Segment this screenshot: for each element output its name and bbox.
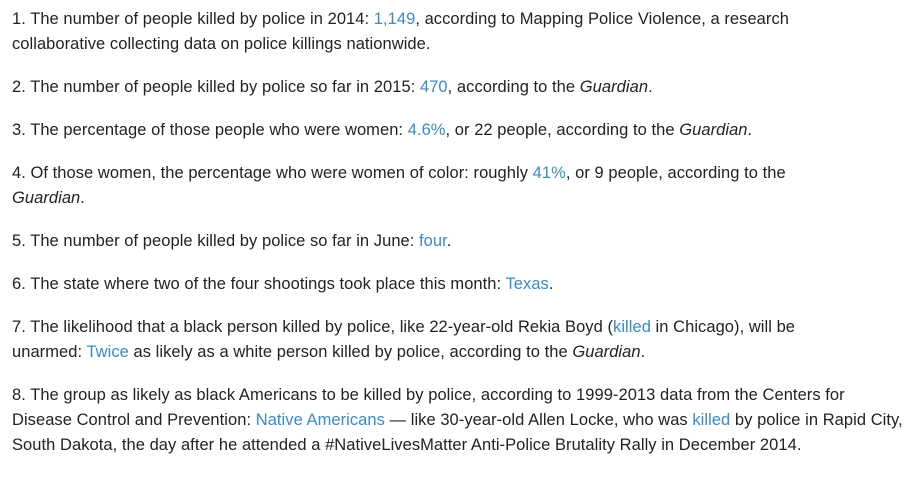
item-1-text-b: , according to Mapping Police Violence, a research collaborative collecting data on police killings nationwide. xyxy=(12,10,789,53)
list-item-2 xyxy=(12,75,901,100)
item-3-source: Guardian xyxy=(679,121,748,139)
link-41-percent[interactable]: 41% xyxy=(532,164,566,182)
link-four[interactable]: four xyxy=(419,232,447,250)
item-4-text-b: , or 9 people, according to the xyxy=(565,164,786,182)
link-twice[interactable]: Twice xyxy=(86,343,129,361)
item-4-text-a: 4. Of those women, the percentage who were women of color: roughly xyxy=(12,164,533,182)
link-1149[interactable]: 1,149 xyxy=(373,10,416,28)
item-6-text-b: . xyxy=(548,275,554,293)
item-7-text-a: 7. The likelihood that a black person killed by police, like 22-year-old Rekia Boyd ( xyxy=(12,318,614,336)
link-4-6-percent[interactable]: 4.6% xyxy=(407,121,446,139)
list-item-7 xyxy=(12,315,862,365)
list-item-8 xyxy=(12,383,905,458)
item-7-text-c: as likely as a white person killed by police, according to the xyxy=(128,343,573,361)
link-killed-chicago[interactable]: killed xyxy=(613,318,651,336)
item-5-text-a: 5. The number of people killed by police so far in June: xyxy=(12,232,420,250)
link-470[interactable]: 470 xyxy=(419,78,448,96)
item-2-source: Guardian xyxy=(579,78,649,96)
item-8-text-c: by police in Rapid City, South Dakota, the day after he attended a #NativeLivesMatter Anti-Police Brutality Rally in December 2014. xyxy=(12,411,903,454)
item-6-text-a: 6. The state where two of the four shootings took place this month: xyxy=(12,275,506,293)
item-2-text-c: . xyxy=(648,78,653,96)
item-3-text-c: . xyxy=(747,121,753,139)
item-3-text-b: , or 22 people, according to the xyxy=(445,121,680,139)
item-4-text-c: . xyxy=(80,189,85,207)
item-8-text-b: — like 30-year-old Allen Locke, who was xyxy=(384,411,693,429)
item-7-source: Guardian xyxy=(572,343,641,361)
item-8-text-a: 8. The group as likely as black Americans to be killed by police, according to 1999-2013 data from the Centers for Disease Control and Prevention: xyxy=(12,386,845,429)
item-2-text-a: 2. The number of people killed by police so far in 2015: xyxy=(12,78,420,96)
item-2-text-b: , according to the xyxy=(447,78,580,96)
list-item-1 xyxy=(12,7,847,57)
link-native-americans[interactable]: Native Americans xyxy=(255,411,385,429)
item-3-text-a: 3. The percentage of those people who were women: xyxy=(12,121,408,139)
link-killed-rapid-city[interactable]: killed xyxy=(692,411,731,429)
list-item-5 xyxy=(12,229,901,254)
list-item-6 xyxy=(12,272,901,297)
item-4-source: Guardian xyxy=(12,189,81,207)
list-item-3 xyxy=(12,118,901,143)
item-5-text-b: . xyxy=(446,232,452,250)
list-item-4 xyxy=(12,161,827,211)
item-7-text-b: in Chicago), will be unarmed: xyxy=(12,318,796,361)
link-texas[interactable]: Texas xyxy=(505,275,549,293)
item-1-text-a: 1. The number of people killed by police in 2014: xyxy=(12,10,374,28)
item-7-text-d: . xyxy=(640,343,646,361)
